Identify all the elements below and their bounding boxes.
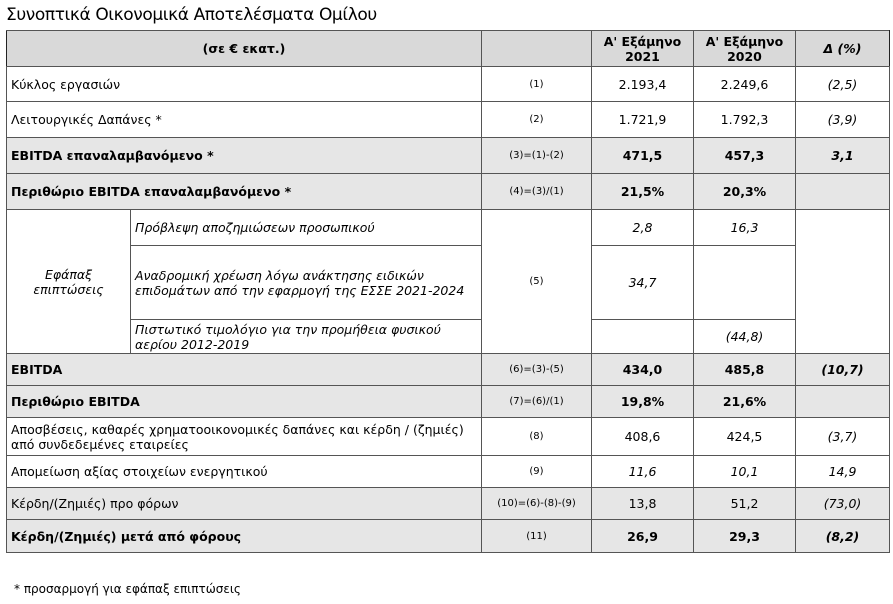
one-off-group-label: Εφάπαξ επιπτώσεις [7,210,131,354]
value-delta: 3,1 [796,138,890,174]
one-off-item-label: Πιστωτικό τιμολόγιο για την προμήθεια φυσικού αερίου 2012-2019 [131,320,482,354]
row-ref: (1) [482,67,592,102]
value-2021: 1.721,9 [592,102,694,138]
table-row-one-off-3 [7,320,890,354]
table-header-row [7,31,890,67]
value-2021: 34,7 [592,246,694,320]
value-2020: 20,3% [694,174,796,210]
table-row-one-off-1 [7,210,890,246]
value-2021: 434,0 [592,354,694,386]
table-row-ebitda-recurring [7,138,890,174]
value-delta: 14,9 [796,456,890,488]
page-title: Συνοπτικά Οικονομικά Αποτελέσματα Ομίλου [6,5,377,25]
value-2021: 408,6 [592,418,694,456]
value-2020 [694,246,796,320]
one-off-ref: (5) [482,210,592,354]
value-2020: 424,5 [694,418,796,456]
value-2020: 51,2 [694,488,796,520]
value-delta: (3,7) [796,418,890,456]
row-label: Απομείωση αξίας στοιχείων ενεργητικού [7,456,482,488]
value-delta [796,386,890,418]
table-row-profit-before-tax [7,488,890,520]
value-2021: 2,8 [592,210,694,246]
col-2020-header-line1: Α' Εξάμηνο [705,33,784,49]
value-2020: 2.249,6 [694,67,796,102]
row-ref: (11) [482,520,592,553]
value-2020: 21,6% [694,386,796,418]
table-row-revenue [7,67,890,102]
value-2020: 29,3 [694,520,796,553]
one-off-item-label: Αναδρομική χρέωση λόγω ανάκτησης ειδικών επιδομάτων από την εφαρμογή της ΕΣΣΕ 2021-2024 [131,246,482,320]
financial-results-table [6,30,890,553]
value-delta: (2,5) [796,67,890,102]
value-2021: 471,5 [592,138,694,174]
row-label: EBITDA [7,354,482,386]
one-off-item-label: Πρόβλεψη αποζημιώσεων προσωπικού [131,210,482,246]
row-label: Περιθώριο EBITDA επαναλαμβανόμενο * [7,174,482,210]
value-2020: 16,3 [694,210,796,246]
row-label: Αποσβέσεις, καθαρές χρηματοοικονομικές δαπάνες και κέρδη / (ζημιές) από συνδεδεμένες εταιρείες [7,418,482,456]
value-delta: (10,7) [796,354,890,386]
value-delta: (73,0) [796,488,890,520]
table-row-one-off-2 [7,246,890,320]
value-2020: (44,8) [694,320,796,354]
value-2021: 26,9 [592,520,694,553]
col-2020-header-line2: 2020 [727,48,762,64]
col-2021-header-line1: Α' Εξάμηνο [603,33,682,49]
row-label: Κέρδη/(Ζημιές) μετά από φόρους [7,520,482,553]
row-ref: (3)=(1)-(2) [482,138,592,174]
row-ref: (9) [482,456,592,488]
value-2021: 2.193,4 [592,67,694,102]
row-ref: (6)=(3)-(5) [482,354,592,386]
value-2020: 10,1 [694,456,796,488]
col-2020-header [694,31,796,67]
table-row-margin-recurring [7,174,890,210]
ref-header [482,31,592,67]
units-header: (σε € εκατ.) [7,31,482,67]
value-delta: (3,9) [796,102,890,138]
value-2021 [592,320,694,354]
row-label: Λειτουργικές Δαπάνες * [7,102,482,138]
value-2020: 457,3 [694,138,796,174]
value-delta: (8,2) [796,520,890,553]
row-ref: (4)=(3)/(1) [482,174,592,210]
row-ref: (8) [482,418,592,456]
row-ref: (7)=(6)/(1) [482,386,592,418]
value-2020: 1.792,3 [694,102,796,138]
table-row-profit-after-tax [7,520,890,553]
row-label: EBITDA επαναλαμβανόμενο * [7,138,482,174]
table-row-impairment [7,456,890,488]
row-ref: (10)=(6)-(8)-(9) [482,488,592,520]
table-row-margin [7,386,890,418]
col-2021-header-line2: 2021 [625,48,660,64]
delta-header: Δ (%) [796,31,890,67]
footnote: * προσαρμογή για εφάπαξ επιπτώσεις [14,582,241,596]
value-2021: 11,6 [592,456,694,488]
table-row-depreciation [7,418,890,456]
one-off-delta [796,210,890,354]
value-2021: 19,8% [592,386,694,418]
row-label: Κύκλος εργασιών [7,67,482,102]
value-2021: 13,8 [592,488,694,520]
col-2021-header [592,31,694,67]
value-2020: 485,8 [694,354,796,386]
row-label: Κέρδη/(Ζημιές) προ φόρων [7,488,482,520]
value-delta [796,174,890,210]
row-ref: (2) [482,102,592,138]
row-label: Περιθώριο EBITDA [7,386,482,418]
table-row-opex [7,102,890,138]
table-row-ebitda [7,354,890,386]
value-2021: 21,5% [592,174,694,210]
